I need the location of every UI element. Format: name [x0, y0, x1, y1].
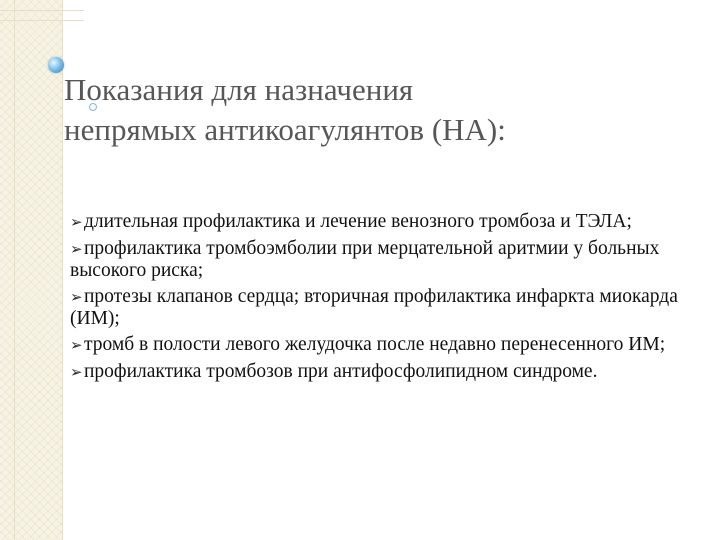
list-item-text: тромб в полости левого желудочка после недавно перенесенного ИМ; [84, 334, 666, 355]
decorative-vertical-line [62, 0, 63, 540]
list-item-text: профилактика тромбозов при антифосфолипидном синдроме. [84, 361, 598, 382]
list-item [70, 286, 690, 329]
list-item-text: протезы клапанов сердца; вторичная профилактика инфаркта миокарда (ИМ); [70, 286, 678, 329]
arrowhead-right-icon: ➢ [70, 213, 83, 231]
list-item [70, 211, 690, 233]
list-item-text: длительная профилактика и лечение венозного тромбоза и ТЭЛА; [84, 211, 632, 232]
arrowhead-right-icon: ➢ [70, 240, 83, 258]
list-item [70, 334, 690, 356]
list-item [70, 361, 690, 383]
decorative-horizontal-line [0, 20, 84, 21]
arrowhead-right-icon: ➢ [70, 288, 83, 306]
slide-title [64, 70, 704, 150]
title-line-1: Показания для назначения [64, 72, 414, 107]
arrowhead-right-icon: ➢ [70, 363, 83, 381]
list-item-text: профилактика тромбоэмболии при мерцательной аритмии у больных высокого риска; [70, 238, 660, 281]
decorative-vertical-line [14, 0, 15, 540]
list-item [70, 238, 690, 281]
indications-list [70, 211, 690, 388]
blue-bubble-icon [48, 57, 64, 73]
decorative-horizontal-line [0, 10, 84, 11]
decorative-left-band [0, 0, 62, 540]
title-line-2: непрямых антикоагулянтов (НА): [64, 112, 506, 147]
arrowhead-right-icon: ➢ [70, 336, 83, 354]
